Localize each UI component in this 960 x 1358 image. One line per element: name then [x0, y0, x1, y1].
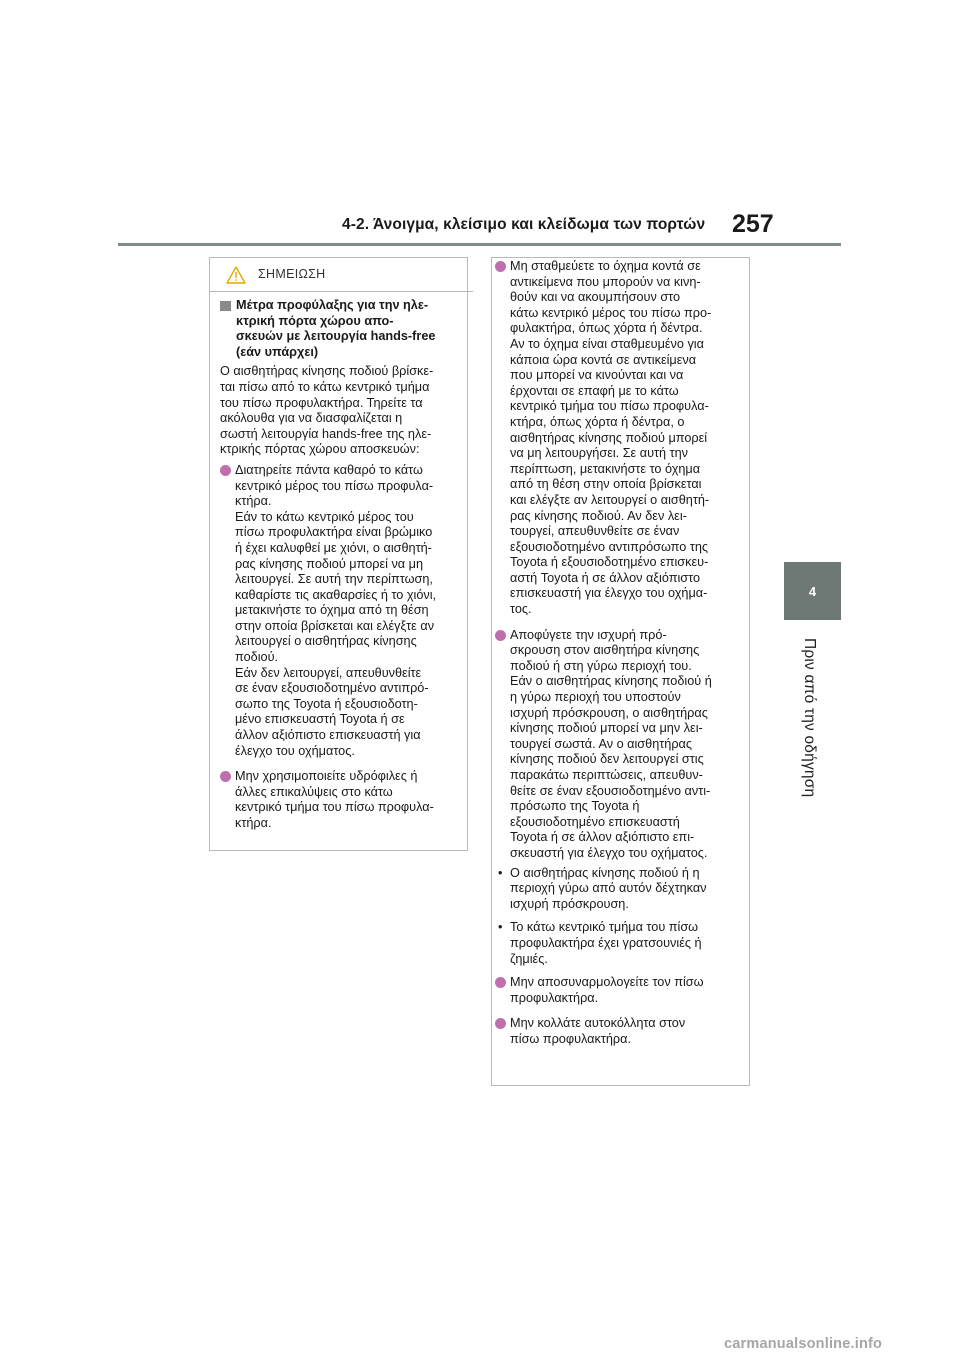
text-line: Ο αισθητήρας κίνησης ποδιού ή η — [510, 865, 700, 880]
text-line: λειτουργεί. Σε αυτή την περίπτωση, — [235, 572, 433, 587]
text-line: Ο αισθητήρας κίνησης ποδιού βρίσκε- — [220, 364, 434, 379]
text-line: προφυλακτήρα έχει γρατσουνιές ή — [510, 935, 702, 950]
text-line: μένο επισκευαστή Toyota ή σε — [235, 712, 405, 727]
text-line: έρχονται σε επαφή με το κάτω — [510, 383, 679, 398]
text-line: πίσω προφυλακτήρα. — [510, 1031, 632, 1046]
bullet-item — [220, 769, 463, 831]
text-line: παρακάτω περιπτώσεις, απευθυν- — [510, 768, 703, 782]
text-line: ποδιού. — [235, 650, 279, 665]
text-line: εξουσιοδοτημένο αντιπρόσωπο της — [510, 539, 709, 554]
text-line: αισθητήρας κίνησης ποδιού μπορεί — [510, 430, 708, 445]
page-number: 257 — [732, 210, 774, 238]
text-line: μετακινήστε το όχημα από τη θέση — [235, 603, 429, 618]
bullet-item — [495, 259, 747, 618]
text-line: ζημιές. — [510, 951, 548, 966]
text-line: περίπτωση, μετακινήστε το όχημα — [510, 461, 701, 476]
text-line: κίνησης ποδιού μπορεί να μην λει- — [510, 721, 703, 736]
text-line: καθαρίστε τις ακαθαρσίες ή το χιόνι, — [235, 587, 437, 602]
text-line: εξουσιοδοτημένο επισκευαστή — [510, 814, 680, 829]
text-line: κτρική πόρτα χώρου απο- — [236, 313, 394, 328]
bullet-dot-icon — [495, 630, 506, 641]
note-header — [210, 262, 473, 292]
text-line: Μην χρησιμοποιείτε υδρόφιλες ή — [235, 769, 418, 784]
text-line: ή έχει καλυφθεί με χιόνι, ο αισθητή- — [235, 540, 432, 555]
text-line: σωπο της Toyota ή εξουσιοδοτη- — [235, 696, 418, 711]
text-line: Μην κολλάτε αυτοκόλλητα στον — [510, 1016, 686, 1031]
text-line: κτήρα. — [235, 816, 272, 830]
text-line: Μην αποσυναρμολογείτε τον πίσω — [510, 975, 704, 990]
text-line: προφυλακτήρα. — [510, 990, 599, 1005]
text-line: σκευαστή για έλεγχο του οχήματος. — [510, 845, 708, 860]
text-line: πρόσωπο της Toyota ή — [510, 799, 640, 814]
chapter-side-title: Πριν από την οδήγηση — [801, 638, 818, 798]
bullet-dot-icon — [220, 771, 231, 782]
text-line: Μέτρα προφύλαξης για την ηλε- — [236, 298, 429, 312]
text-line: φυλακτήρα, όπως χόρτα ή δέντρα. — [510, 321, 703, 336]
text-line: λειτουργεί ο αισθητήρας κίνησης — [235, 634, 417, 649]
text-line: κάτω κεντρικό μέρος του πίσω προ- — [510, 305, 712, 320]
text-line: Εάν ο αισθητήρας κίνησης ποδιού ή — [510, 674, 712, 689]
text-line: Διατηρείτε πάντα καθαρό το κάτω — [235, 462, 423, 477]
sub-bullet-marker: • — [498, 920, 503, 935]
note-label: ΣΗΜΕΙΩΣΗ — [258, 267, 326, 281]
bullet-dot-icon — [495, 1018, 506, 1029]
text-line: κεντρικό τμήμα του πίσω προφυλα- — [510, 399, 709, 414]
text-line: περιοχή γύρω από αυτόν δέχτηκαν — [510, 881, 707, 896]
text-line: ρας κίνησης ποδιού. Αν δεν λει- — [510, 508, 687, 523]
text-line: Αν το όχημα είναι σταθμευμένο για — [510, 336, 704, 351]
bullet-dot-icon — [220, 465, 231, 476]
right-bullet-list — [495, 259, 747, 1048]
text-line: κτήρα. — [235, 494, 272, 509]
left-bullet-list — [220, 463, 463, 832]
header-rule — [118, 243, 841, 246]
text-line: Toyota ή εξουσιοδοτημένο επισκευ- — [510, 555, 709, 570]
text-line: (εάν υπάρχει) — [236, 344, 319, 359]
text-line: αντικείμενα που μπορούν να κινη- — [510, 274, 701, 289]
bullet-item — [495, 628, 747, 862]
intro-paragraph — [220, 364, 463, 458]
text-line: Εάν δεν λειτουργεί, απευθυνθείτε — [235, 665, 422, 680]
text-line: τουργεί, απευθυνθείτε σε έναν — [510, 524, 680, 539]
section-square-icon — [220, 301, 231, 311]
text-line: σωστή λειτουργία hands-free της ηλε- — [220, 426, 432, 441]
note-box-right — [491, 257, 750, 1086]
text-line: τος. — [510, 602, 532, 617]
text-line: κεντρικό μέρος του πίσω προφυλα- — [235, 478, 434, 493]
chapter-tab: 4 — [784, 562, 841, 620]
text-line: ται πίσω από το κάτω κεντρικό τμήμα — [220, 379, 430, 394]
text-line: επισκευαστή για έλεγχο του οχήμα- — [510, 586, 708, 601]
text-line: ισχυρή πρόσκρουση. — [510, 896, 629, 911]
text-line: τουργεί σωστά. Αν ο αισθητήρας — [510, 736, 692, 751]
text-line: Το κάτω κεντρικό τμήμα του πίσω — [510, 920, 699, 935]
text-line: ρας κίνησης ποδιού μπορεί να μη — [235, 556, 424, 571]
text-line: από τη θέση στην οποία βρίσκεται — [510, 477, 702, 492]
text-line: σκευών με λειτουργία hands-free — [236, 329, 436, 344]
text-line: πίσω προφυλακτήρα είναι βρώμικο — [235, 525, 433, 540]
text-line: ακόλουθα για να διασφαλίζεται η — [220, 411, 403, 426]
text-line: αστή Toyota ή σε άλλον αξιόπιστο — [510, 570, 701, 585]
sub-bullet-marker: • — [498, 865, 503, 880]
bullet-item — [220, 463, 463, 759]
sub-bullet-item — [495, 920, 747, 967]
section-title — [220, 298, 463, 360]
text-line: θείτε σε έναν εξουσιοδοτημένο αντι- — [510, 783, 711, 798]
text-line: του πίσω προφυλακτήρα. Τηρείτε τα — [220, 395, 423, 410]
bullet-dot-icon — [495, 977, 506, 988]
text-line: κεντρικό τμήμα του πίσω προφυλα- — [235, 800, 434, 815]
chapter-header-title: 4-2. Άνοιγμα, κλείσιμο και κλείδωμα των πορτών — [342, 216, 706, 233]
text-line: άλλες επικαλύψεις στο κάτω — [235, 784, 393, 799]
sub-bullet-item — [495, 866, 747, 913]
text-line: κίνησης ποδιού δεν λειτουργεί στις — [510, 752, 704, 767]
text-line: και ελέγξτε αν λειτουργεί ο αισθητή- — [510, 492, 710, 507]
text-line: κτήρα, όπως χόρτα ή δέντρα, ο — [510, 414, 685, 429]
watermark: carmanualsonline.info — [724, 1336, 883, 1352]
bullet-item — [495, 975, 747, 1006]
text-line: στην οποία βρίσκεται και ελέγξτε αν — [235, 618, 435, 633]
text-line: Μη σταθμεύετε το όχημα κοντά σε — [510, 259, 701, 273]
text-line: άλλον αξιόπιστο επισκευαστή για — [235, 728, 421, 743]
note-box-left — [209, 257, 468, 851]
text-line: έλεγχο του οχήματος. — [235, 743, 355, 758]
text-line: κτρικής πόρτας χώρου αποσκευών: — [220, 442, 420, 457]
text-line: θούν και να ακουμπήσουν στο — [510, 290, 681, 305]
text-line: Toyota ή σε άλλον αξιόπιστο επι- — [510, 830, 695, 845]
text-line: η γύρω περιοχή του υποστούν — [510, 690, 681, 705]
text-line: Εάν το κάτω κεντρικό μέρος του — [235, 509, 414, 524]
bullet-dot-icon — [495, 261, 506, 272]
text-line: ισχυρή πρόσκρουση, ο αισθητήρας — [510, 705, 708, 720]
bullet-item — [495, 1016, 747, 1047]
text-line: σκρουση στον αισθητήρα κίνησης — [510, 643, 700, 658]
warning-icon — [226, 266, 246, 284]
text-line: που μπορεί να κινούνται και να — [510, 368, 684, 383]
text-line: σε έναν εξουσιοδοτημένο αντιπρό- — [235, 681, 429, 696]
text-line: Αποφύγετε την ισχυρή πρό- — [510, 627, 667, 642]
text-line: ποδιού ή στη γύρω περιοχή του. — [510, 658, 692, 673]
text-line: κάποια ώρα κοντά σε αντικείμενα — [510, 352, 697, 367]
text-line: να μη λειτουργήσει. Σε αυτή την — [510, 446, 689, 461]
